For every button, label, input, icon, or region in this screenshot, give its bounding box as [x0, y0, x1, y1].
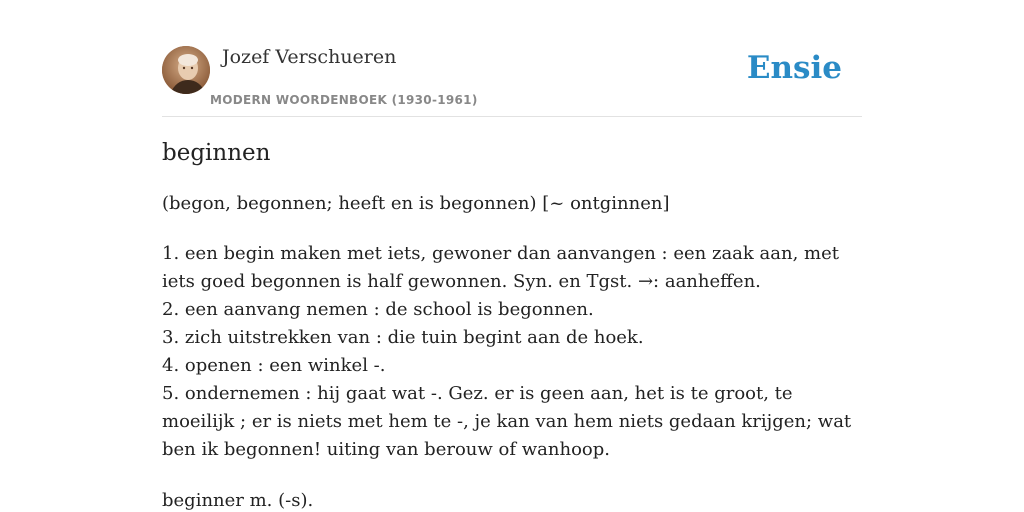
- source-label[interactable]: MODERN WOORDENBOEK (1930-1961): [210, 93, 478, 107]
- entry-header: [162, 0, 862, 117]
- grammar-note: (begon, begonnen; heeft en is begonnen) [~ ontginnen]: [162, 193, 670, 214]
- derived-form: beginner m. (-s).: [162, 490, 314, 511]
- definition-list: [162, 240, 862, 464]
- definition-item: 1. een begin maken met iets, gewoner dan aanvangen : een zaak aan, met iets goed begonnen is half gewonnen. Syn. en Tgst. →: aanheffen.: [162, 243, 839, 292]
- definition-item: 2. een aanvang nemen : de school is begonnen.: [162, 299, 594, 320]
- definition-item: 3. zich uitstrekken van : die tuin begint aan de hoek.: [162, 327, 644, 348]
- page-title: beginnen: [162, 140, 271, 166]
- portrait-image: [162, 46, 210, 94]
- author-name[interactable]: Jozef Verschueren: [222, 46, 397, 68]
- definition-item: 5. ondernemen : hij gaat wat -. Gez. er is geen aan, het is te groot, te moeilijk ; er is niets met hem te -, je kan van hem niets gedaan krijgen; wat ben ik begonnen! uiting van berouw of wanhoop.: [162, 383, 852, 460]
- page: [162, 0, 862, 511]
- ensie-logo[interactable]: Ensie: [746, 50, 842, 86]
- author-avatar[interactable]: [162, 46, 210, 94]
- definition-item: 4. openen : een winkel -.: [162, 355, 386, 376]
